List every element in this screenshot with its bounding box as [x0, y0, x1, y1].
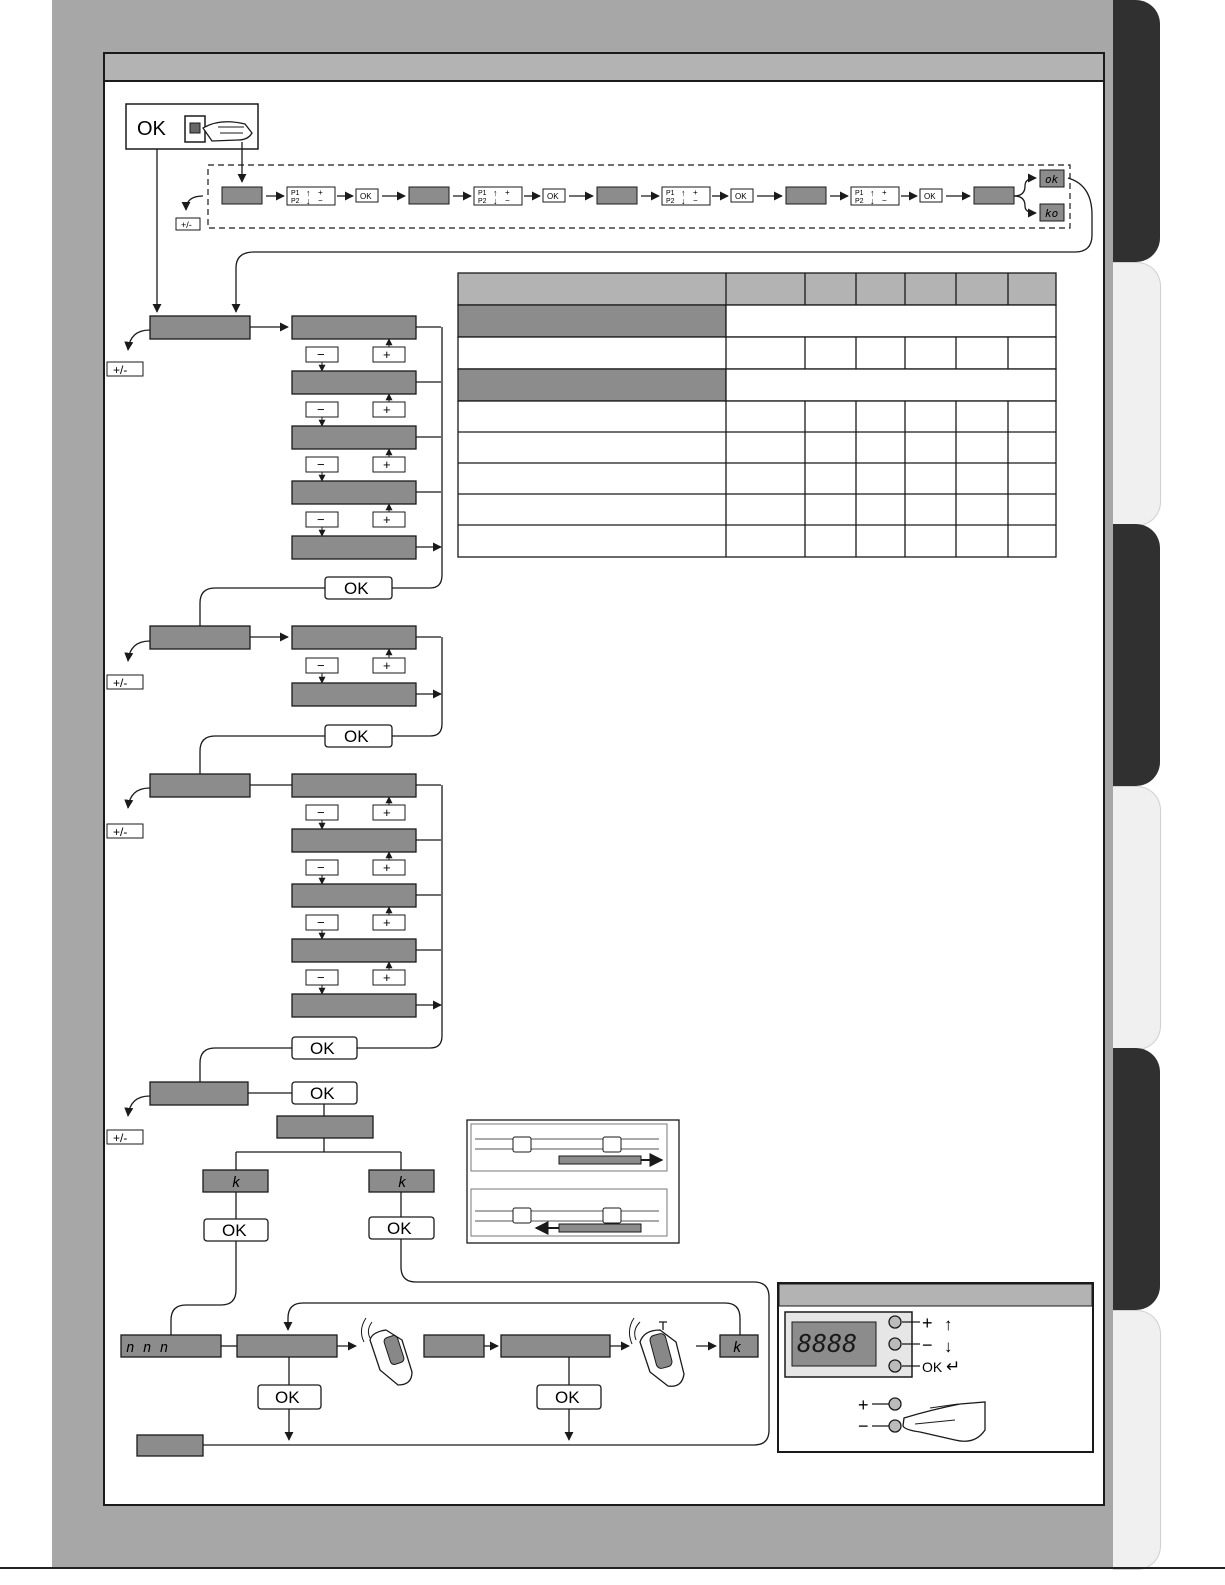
svg-text:−: − — [317, 658, 325, 673]
group-2-plus-minus-button[interactable] — [107, 675, 143, 690]
svg-text:↑: ↑ — [681, 188, 686, 198]
svg-text:↓: ↓ — [306, 196, 311, 206]
group-2-ok-button[interactable] — [325, 725, 392, 747]
legend-plus-label-2: + — [858, 1395, 869, 1415]
svg-text:P2: P2 — [666, 198, 675, 205]
menu-group-1 — [107, 316, 442, 626]
svg-text:k: k — [398, 1175, 407, 1191]
svg-text:+: + — [383, 915, 391, 930]
svg-text:−: − — [317, 805, 325, 820]
branch-left — [171, 1170, 268, 1335]
svg-text:OK: OK — [555, 1388, 580, 1407]
svg-text:+/-: +/- — [181, 220, 192, 230]
svg-text:+: + — [693, 188, 698, 197]
svg-text:↓: ↓ — [870, 196, 875, 206]
radio-learning-row — [121, 1303, 758, 1456]
svg-text:P2: P2 — [478, 198, 487, 205]
legend-plus-label: + — [922, 1313, 933, 1333]
svg-text:−: − — [317, 457, 325, 472]
svg-text:−: − — [317, 512, 325, 527]
svg-text:↓: ↓ — [681, 196, 686, 206]
svg-text:−: − — [317, 402, 325, 417]
svg-text:OK: OK — [222, 1221, 247, 1240]
sequence-step-4 — [786, 187, 970, 206]
learning-ok-button-1[interactable] — [258, 1385, 321, 1409]
legend-ok-label: OK — [922, 1359, 943, 1375]
svg-text:−: − — [693, 196, 698, 205]
svg-text:↓: ↓ — [944, 1337, 953, 1356]
result-ok-badge — [1040, 170, 1064, 187]
svg-text:+/-: +/- — [113, 1131, 128, 1145]
control-unit-legend — [778, 1283, 1093, 1452]
svg-text:+: + — [383, 402, 391, 417]
branch-right-ok-button[interactable] — [369, 1217, 434, 1239]
svg-text:P1: P1 — [666, 190, 675, 197]
svg-text:+: + — [383, 512, 391, 527]
svg-text:↑: ↑ — [306, 188, 311, 198]
top-plus-minus-button[interactable] — [176, 218, 200, 230]
svg-text:OK: OK — [547, 192, 559, 201]
parameter-table — [458, 273, 1056, 557]
svg-text:−: − — [505, 196, 510, 205]
svg-text:+: + — [882, 188, 887, 197]
svg-text:OK: OK — [310, 1084, 335, 1103]
svg-text:−: − — [317, 915, 325, 930]
svg-text:+/-: +/- — [113, 825, 128, 839]
svg-text:OK: OK — [344, 727, 369, 746]
sequence-final-step — [974, 187, 1014, 204]
svg-text:+: + — [383, 805, 391, 820]
menu-group-4 — [107, 1082, 401, 1170]
legend-minus-label: − — [922, 1335, 933, 1355]
motor-direction-inset — [467, 1120, 679, 1243]
sequence-step-3 — [597, 187, 782, 206]
menu-group-2 — [107, 626, 442, 774]
svg-text:OK: OK — [735, 192, 747, 201]
sequence-step-1 — [222, 187, 405, 206]
menu-group-3 — [107, 774, 442, 1082]
svg-text:↵: ↵ — [946, 1357, 961, 1376]
svg-text:P1: P1 — [478, 190, 487, 197]
group-4-ok-button[interactable] — [292, 1082, 357, 1104]
svg-text:OK: OK — [275, 1388, 300, 1407]
svg-text:−: − — [317, 860, 325, 875]
sequence-step-2 — [409, 187, 593, 206]
svg-text:k: k — [232, 1175, 241, 1191]
svg-text:−: − — [318, 196, 323, 205]
svg-text:k: k — [733, 1340, 742, 1356]
svg-text:−: − — [317, 347, 325, 362]
svg-text:P1: P1 — [855, 190, 864, 197]
result-ko-badge — [1040, 204, 1064, 221]
svg-text:↑: ↑ — [493, 188, 498, 198]
svg-text:OK: OK — [360, 192, 372, 201]
learning-ok-button-2[interactable] — [537, 1385, 601, 1409]
svg-text:+: + — [383, 860, 391, 875]
svg-text:+: + — [505, 188, 510, 197]
svg-text:+: + — [383, 658, 391, 673]
svg-text:OK: OK — [344, 579, 369, 598]
svg-text:+: + — [383, 457, 391, 472]
page-bottom-rule — [0, 1567, 1225, 1569]
svg-text:n n n: n n n — [126, 1340, 169, 1356]
svg-text:P2: P2 — [855, 198, 864, 205]
svg-text:+: + — [383, 347, 391, 362]
branch-left-ok-button[interactable] — [204, 1219, 268, 1241]
svg-text:↓: ↓ — [493, 196, 498, 206]
svg-text:8888: 8888 — [797, 1329, 858, 1358]
group-1-ok-button[interactable] — [325, 577, 392, 599]
svg-text:ko: ko — [1045, 207, 1059, 220]
svg-text:+/-: +/- — [113, 676, 128, 690]
svg-text:P2: P2 — [291, 198, 300, 205]
remote-control-hand-icon — [629, 1318, 684, 1386]
svg-text:+: + — [318, 188, 323, 197]
display-unit-icon — [785, 1312, 912, 1377]
svg-text:+: + — [383, 970, 391, 985]
group-3-ok-button[interactable] — [292, 1037, 357, 1059]
svg-text:−: − — [882, 196, 887, 205]
svg-text:−: − — [317, 970, 325, 985]
svg-text:ok: ok — [1045, 173, 1059, 186]
remote-control-hand-icon — [361, 1318, 412, 1385]
legend-minus-label-2: − — [858, 1416, 869, 1436]
start-ok-label: OK — [137, 118, 166, 140]
svg-text:↑: ↑ — [870, 188, 875, 198]
svg-text:P1: P1 — [291, 190, 300, 197]
svg-text:+/-: +/- — [113, 363, 128, 377]
group-3-plus-minus-button[interactable] — [107, 824, 143, 839]
svg-text:OK: OK — [924, 192, 936, 201]
svg-text:↑: ↑ — [944, 1315, 953, 1334]
group-1-plus-minus-button[interactable] — [107, 362, 143, 377]
group-4-plus-minus-button[interactable] — [107, 1130, 143, 1145]
segment-display-box — [121, 1335, 221, 1357]
svg-text:OK: OK — [310, 1039, 335, 1058]
svg-text:OK: OK — [387, 1219, 412, 1238]
